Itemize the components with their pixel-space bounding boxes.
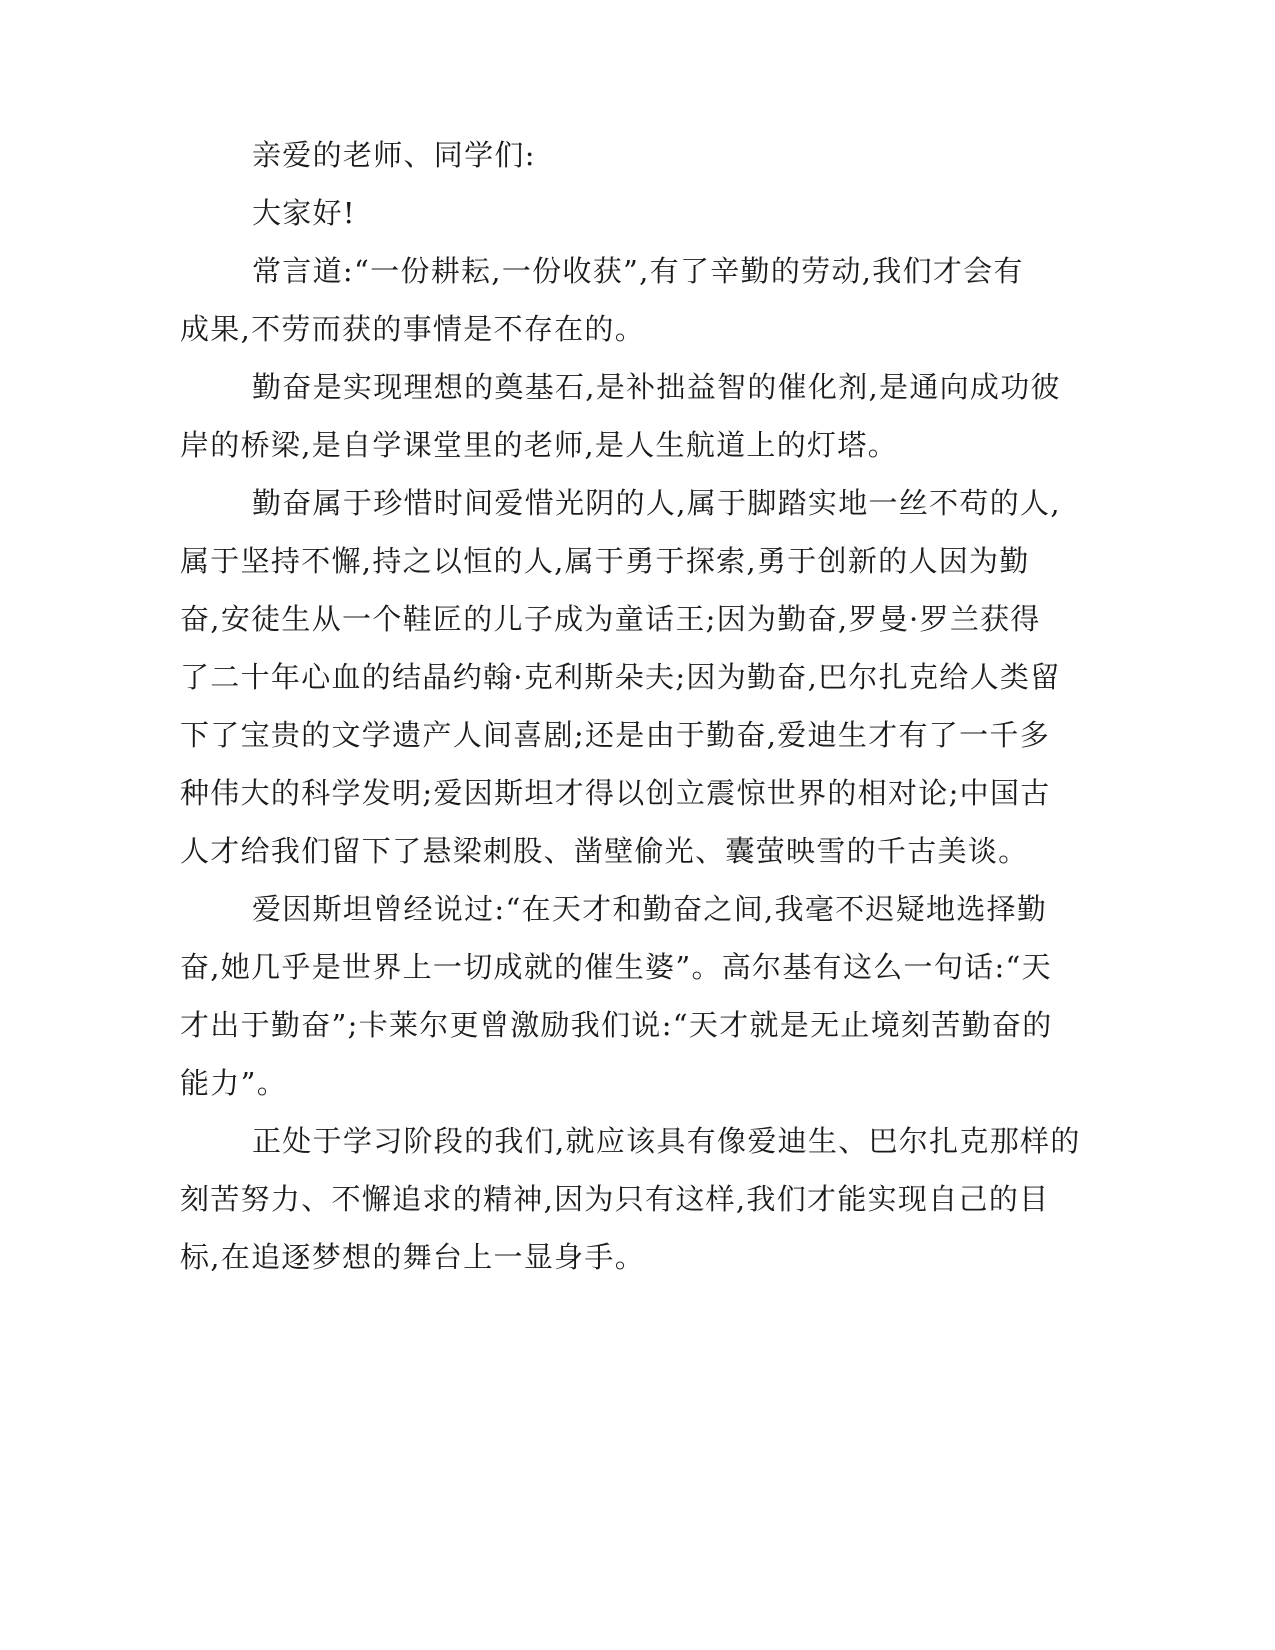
text-line: 正处于学习阶段的我们,就应该具有像爱迪生、巴尔扎克那样的 xyxy=(252,1124,1081,1158)
text-line: 能力”。 xyxy=(180,1066,288,1100)
text-line: 岸的桥梁,是自学课堂里的老师,是人生航道上的灯塔。 xyxy=(180,428,898,462)
text-line: 勤奋属于珍惜时间爱惜光阴的人,属于脚踏实地一丝不苟的人, xyxy=(252,486,1061,520)
text-line: 奋,安徒生从一个鞋匠的儿子成为童话王;因为勤奋,罗曼·罗兰获得 xyxy=(180,602,1041,636)
text-line: 下了宝贵的文学遗产人间喜剧;还是由于勤奋,爱迪生才有了一千多 xyxy=(180,718,1050,752)
text-line: 人才给我们留下了悬梁刺股、凿壁偷光、囊萤映雪的千古美谈。 xyxy=(180,834,1029,868)
text-line: 常言道:“一份耕耘,一份收获”,有了辛勤的劳动,我们才会有 xyxy=(252,254,1024,288)
text-line: 刻苦努力、不懈追求的精神,因为只有这样,我们才能实现自己的目 xyxy=(180,1182,1050,1216)
salutation-line: 亲爱的老师、同学们: xyxy=(252,138,536,172)
text-line: 成果,不劳而获的事情是不存在的。 xyxy=(180,312,646,346)
text-line: 属于坚持不懈,持之以恒的人,属于勇于探索,勇于创新的人因为勤 xyxy=(180,544,1030,578)
text-line: 了二十年心血的结晶约翰·克利斯朵夫;因为勤奋,巴尔扎克给人类留 xyxy=(180,660,1061,694)
text-line: 奋,她几乎是世界上一切成就的催生婆”。高尔基有这么一句话:“天 xyxy=(180,950,1052,984)
text-line: 爱因斯坦曾经说过:“在天才和勤奋之间,我毫不迟疑地选择勤 xyxy=(252,892,1048,926)
text-line: 种伟大的科学发明;爱因斯坦才得以创立震惊世界的相对论;中国古 xyxy=(180,776,1051,810)
text-line: 标,在追逐梦想的舞台上一显身手。 xyxy=(180,1240,646,1274)
greeting-line: 大家好! xyxy=(252,196,356,230)
text-line: 才出于勤奋”;卡莱尔更曾激励我们说:“天才就是无止境刻苦勤奋的 xyxy=(180,1008,1053,1042)
text-line: 勤奋是实现理想的奠基石,是补拙益智的催化剂,是通向成功彼 xyxy=(252,370,1061,404)
